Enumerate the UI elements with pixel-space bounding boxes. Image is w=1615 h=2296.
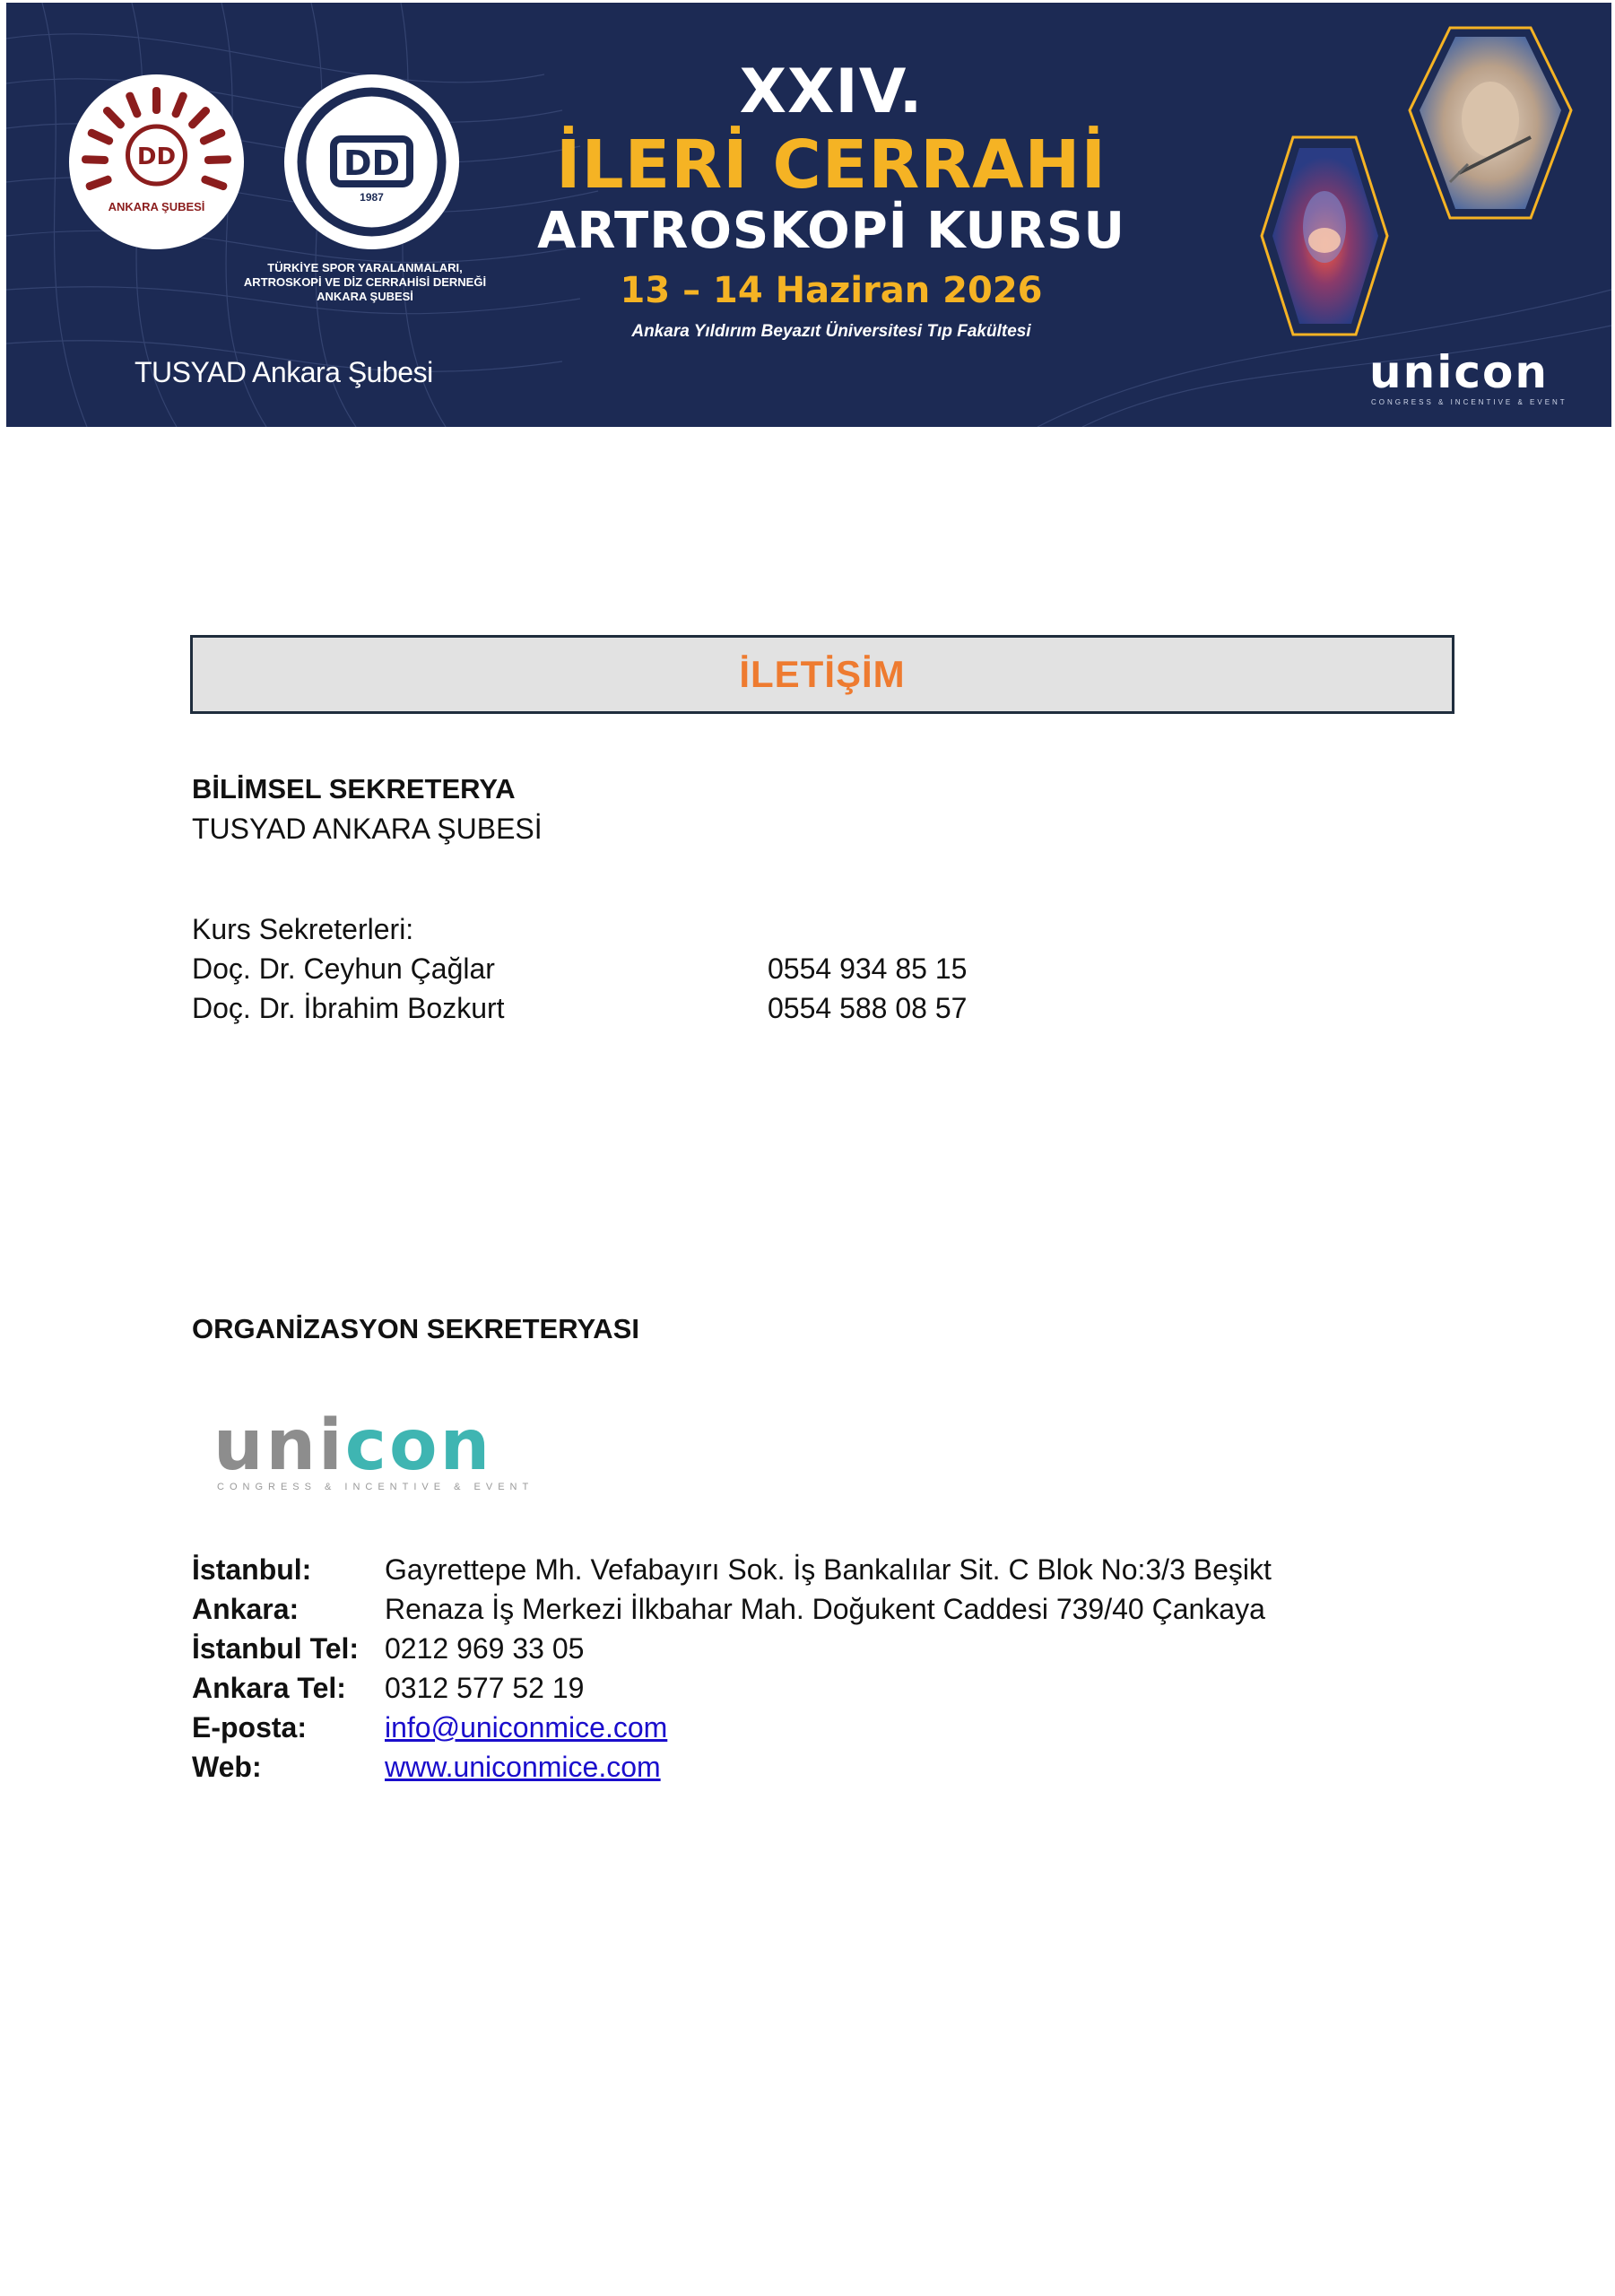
banner-unicon-logo: unicon CONGRESS & INCENTIVE & EVENT xyxy=(1369,346,1567,406)
website-link[interactable]: www.uniconmice.com xyxy=(385,1751,661,1783)
course-title-line1: İLERİ CERRAHİ xyxy=(555,126,1107,204)
association-emblem-icon xyxy=(284,74,459,249)
unicon-logo: unicon CONGRESS & INCENTIVE & EVENT xyxy=(213,1405,534,1492)
secretary-name: Doç. Dr. İbrahim Bozkurt xyxy=(192,992,505,1024)
secretary-phone: 0554 588 08 57 xyxy=(768,992,968,1024)
course-venue: Ankara Yıldırım Beyazıt Üniversitesi Tıp Fakültesi xyxy=(631,322,1031,341)
organization-secretariat-heading: ORGANİZASYON SEKRETERYASI xyxy=(192,1313,639,1344)
tusyad-ankara-logo xyxy=(69,74,244,249)
course-number: XXIV. xyxy=(739,57,924,127)
knee-joint-icon xyxy=(1410,28,1571,218)
contact-label: İstanbul Tel: xyxy=(192,1632,360,1665)
scientific-organization: TUSYAD ANKARA ŞUBESİ xyxy=(192,813,543,845)
scientific-secretariat-heading: BİLİMSEL SEKRETERYA xyxy=(192,773,516,804)
contact-label: Ankara Tel: xyxy=(192,1672,346,1704)
contact-value: 0312 577 52 19 xyxy=(385,1672,585,1704)
course-title-line2: ARTROSKOPİ KURSU xyxy=(537,202,1125,260)
tusyad-association-logo xyxy=(284,74,459,249)
section-header xyxy=(190,635,1454,714)
contact-label: Ankara: xyxy=(192,1593,300,1625)
secretary-phone: 0554 934 85 15 xyxy=(768,952,968,985)
left-logo-caption: ANKARA ŞUBESİ xyxy=(108,200,205,213)
secretaries-label: Kurs Sekreterleri: xyxy=(192,913,414,945)
svg-text:DD: DD xyxy=(343,144,401,183)
section-title: İLETİŞİM xyxy=(739,653,906,695)
email-link[interactable]: info@uniconmice.com xyxy=(385,1711,668,1744)
sunburst-emblem-icon xyxy=(69,74,244,249)
contact-value: 0212 969 33 05 xyxy=(385,1632,585,1665)
contact-value: Gayrettepe Mh. Vefabayırı Sok. İş Bankalılar Sit. C Blok No:3/3 Beşikt xyxy=(385,1553,1272,1586)
right-logo-year: 1987 xyxy=(360,191,384,204)
contact-value: Renaza İş Merkezi İlkbahar Mah. Doğukent Caddesi 739/40 Çankaya xyxy=(385,1593,1265,1625)
knee-arthroscopy-images xyxy=(1190,12,1611,370)
secretary-name: Doç. Dr. Ceyhun Çağlar xyxy=(192,952,495,985)
course-dates: 13 – 14 Haziran 2026 xyxy=(620,270,1043,311)
svg-text:DD: DD xyxy=(136,144,177,170)
contact-label: E-posta: xyxy=(192,1711,307,1744)
secretary-row xyxy=(192,951,999,987)
contact-label: Web: xyxy=(192,1751,262,1783)
secretary-row xyxy=(192,990,999,1026)
event-banner xyxy=(6,3,1611,427)
contact-label: İstanbul: xyxy=(192,1553,312,1586)
knee-xray-icon xyxy=(1262,137,1387,335)
branch-name: TUSYAD Ankara Şubesi xyxy=(135,356,433,388)
association-name: TÜRKİYE SPOR YARALANMALARI, ARTROSKOPİ VE DİZ CERRAHİSİ DERNEĞİ ANKARA ŞUBESİ xyxy=(243,261,487,303)
